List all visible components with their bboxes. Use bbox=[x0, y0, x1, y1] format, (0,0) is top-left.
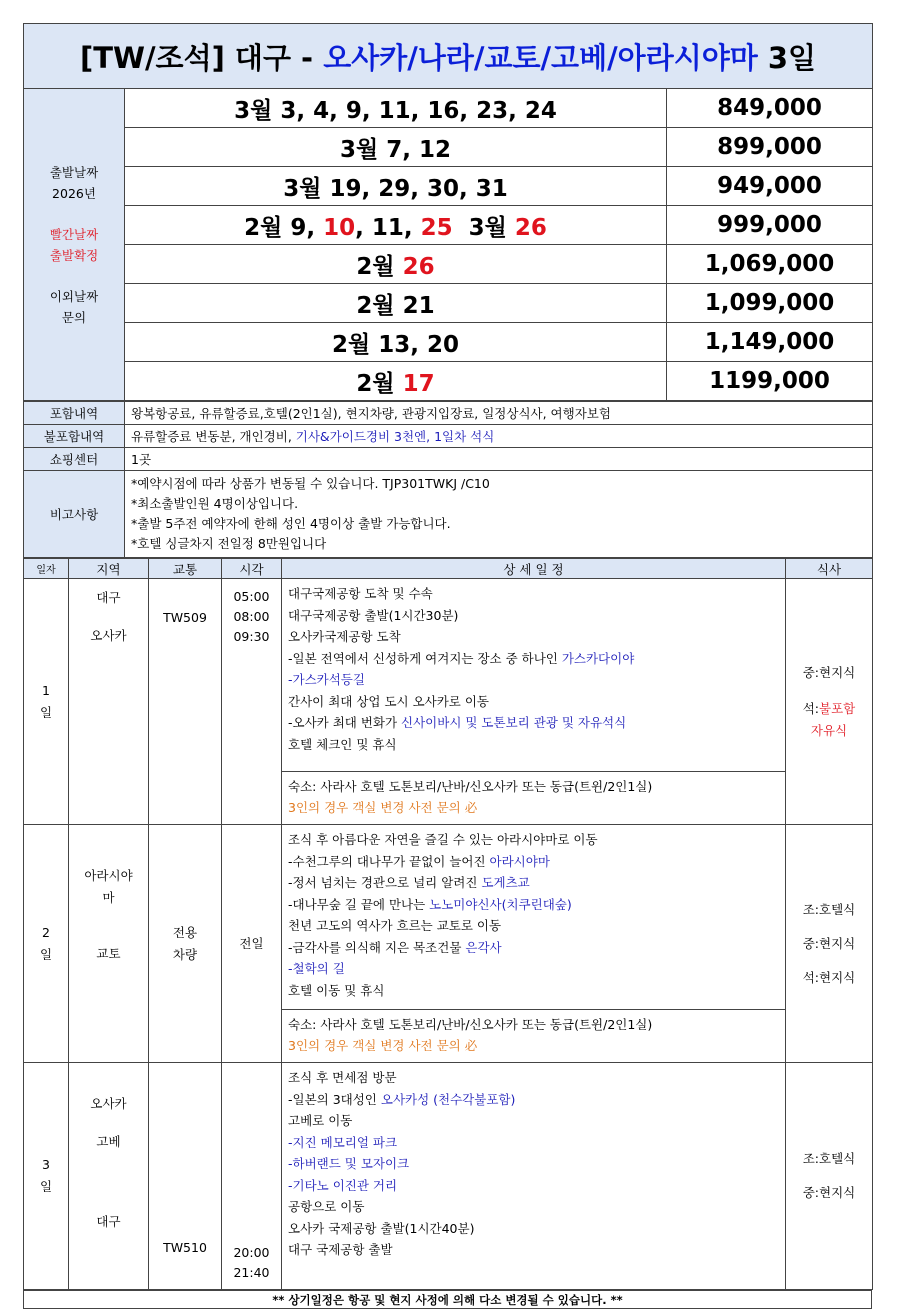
header-meals: 식사 bbox=[786, 559, 873, 579]
detail-line-text: 공항으로 이동 bbox=[288, 1199, 365, 1214]
departure-dates bbox=[125, 362, 667, 401]
excluded-value bbox=[125, 425, 873, 448]
detail-line-text: 대구 국제공항 출발 bbox=[288, 1242, 393, 1257]
date-text: 2월 bbox=[356, 370, 403, 397]
title-duration: 3일 bbox=[757, 40, 817, 75]
detail-line-text: 조식 후 면세점 방문 bbox=[288, 1070, 397, 1085]
day-row bbox=[24, 1063, 873, 1290]
excluded-highlight: 기사&가이드경비 3천엔, 1일차 석식 bbox=[295, 429, 495, 444]
detail-line-highlight: -지진 메모리얼 파크 bbox=[288, 1134, 398, 1150]
header-transport: 교통 bbox=[149, 559, 222, 579]
region: 대구 bbox=[96, 1214, 121, 1229]
itinerary-document bbox=[23, 23, 872, 1309]
detail-line-text: 조식 후 아름다운 자연을 즐길 수 있는 아라시야마로 이동 bbox=[288, 832, 598, 847]
footer-table bbox=[23, 1290, 872, 1309]
detail-line bbox=[288, 605, 779, 627]
date-text: , 11, bbox=[355, 214, 421, 241]
detail-line bbox=[288, 712, 779, 734]
detail-line bbox=[288, 583, 779, 605]
date-text: 2월 9, bbox=[244, 214, 324, 241]
hotel-name: 숙소: 사라사 호텔 도톤보리/난바/신오사카 또는 동급(트윈/2인1실) bbox=[288, 779, 653, 794]
time: 전일 bbox=[239, 935, 264, 951]
detail-line bbox=[288, 1067, 779, 1089]
meal-line-text: 중:현지식 bbox=[802, 664, 856, 680]
price: 1,069,000 bbox=[667, 245, 873, 284]
meal-line bbox=[786, 1148, 872, 1170]
header-details: 상 세 일 정 bbox=[282, 559, 786, 579]
detail-line bbox=[288, 829, 779, 851]
meals-cell bbox=[786, 579, 873, 825]
inquiry-label-line2: 문의 bbox=[61, 309, 87, 325]
meal-line bbox=[786, 662, 872, 684]
departure-dates bbox=[125, 206, 667, 245]
confirmed-date: 10 bbox=[323, 214, 356, 241]
departure-label-year: 2026년 bbox=[52, 185, 96, 201]
confirmed-date: 17 bbox=[402, 370, 435, 397]
departure-dates bbox=[125, 128, 667, 167]
inquiry-label-line1: 이외날짜 bbox=[49, 288, 99, 304]
region: 오사카 bbox=[90, 1096, 127, 1111]
header-region: 지역 bbox=[69, 559, 149, 579]
excluded-plain: 유류할증료 변동분, 개인경비, bbox=[131, 429, 296, 444]
meal-line-text: 조:호텔식 bbox=[802, 901, 856, 917]
detail-line-text: -금각사를 의식해 지은 목조건물 bbox=[288, 939, 466, 955]
date-text: 3월 7, 12 bbox=[340, 136, 451, 163]
meal-line-highlight: 자유식 bbox=[810, 722, 848, 738]
transport: 전용 차량 bbox=[149, 825, 222, 1063]
departure-dates bbox=[125, 167, 667, 206]
detail-line bbox=[288, 937, 779, 959]
day-row bbox=[24, 825, 873, 1010]
day-number: 1 일 bbox=[24, 579, 69, 825]
region: 오사카 bbox=[90, 628, 127, 643]
confirmed-date: 26 bbox=[402, 253, 435, 280]
time-cell bbox=[222, 1063, 282, 1290]
region: 고베 bbox=[96, 1134, 121, 1149]
date-text: 2월 bbox=[356, 253, 403, 280]
notes-list bbox=[125, 471, 873, 558]
price: 899,000 bbox=[667, 128, 873, 167]
region: 아라시야 마 bbox=[84, 868, 133, 905]
note-item: *출발 5주전 예약자에 한해 성인 4명이상 출발 가능합니다. bbox=[131, 516, 451, 531]
detail-line-text: -일본 전역에서 신성하게 여겨지는 장소 중 하나인 bbox=[288, 650, 562, 666]
price-table bbox=[23, 23, 873, 401]
price: 999,000 bbox=[667, 206, 873, 245]
title-prefix: [TW/조석] 대구 - bbox=[79, 40, 324, 75]
detail-line-text: 대구국제공항 출발(1시간30분) bbox=[288, 607, 459, 623]
time: 05:00 bbox=[233, 589, 270, 604]
meal-line-text: 석:현지식 bbox=[802, 969, 856, 985]
detail-line bbox=[288, 669, 779, 691]
region-cell bbox=[69, 579, 149, 825]
meal-line-text: 중:현지식 bbox=[802, 1185, 856, 1200]
price: 1199,000 bbox=[667, 362, 873, 401]
detail-line bbox=[288, 915, 779, 937]
meal-line bbox=[786, 720, 872, 742]
transport: TW510 bbox=[149, 1063, 222, 1290]
price: 849,000 bbox=[667, 89, 873, 128]
time-cell bbox=[222, 579, 282, 825]
detail-line-text: -오사카 최대 번화가 bbox=[288, 715, 402, 730]
meal-line-text: 조:호텔식 bbox=[802, 1151, 856, 1166]
meal-line bbox=[786, 698, 872, 720]
header-time: 시각 bbox=[222, 559, 282, 579]
detail-line bbox=[288, 872, 779, 894]
detail-line bbox=[288, 1218, 779, 1240]
note-item: *호텔 싱글차지 전일정 8만원입니다 bbox=[131, 536, 327, 551]
footer-note: ** 상기일정은 항공 및 현지 사정에 의해 다소 변경될 수 있습니다. ** bbox=[24, 1291, 872, 1309]
info-table bbox=[23, 401, 873, 558]
detail-line-highlight: 은각사 bbox=[465, 939, 502, 955]
excluded-label: 불포함내역 bbox=[24, 425, 125, 448]
detail-line-text: 간사이 최대 상업 도시 오사카로 이동 bbox=[288, 693, 489, 709]
time: 20:00 bbox=[233, 1245, 270, 1260]
included-value: 왕복항공료, 유류할증료,호텔(2인1실), 현지차량, 관광지입장료, 일정상식사, 여행자보험 bbox=[125, 402, 873, 425]
meal-line bbox=[786, 967, 872, 989]
region-cell bbox=[69, 1063, 149, 1290]
price: 1,149,000 bbox=[667, 323, 873, 362]
meal-line bbox=[786, 899, 872, 921]
day-row bbox=[24, 579, 873, 772]
detail-line-highlight: 도게츠교 bbox=[481, 875, 530, 890]
detail-line bbox=[288, 648, 779, 670]
departure-dates bbox=[125, 284, 667, 323]
schedule-details bbox=[282, 1063, 786, 1290]
hotel-cell bbox=[282, 1010, 786, 1063]
time: 08:00 bbox=[233, 609, 270, 624]
day-number: 3 일 bbox=[24, 1063, 69, 1290]
date-text: 3월 bbox=[452, 214, 515, 241]
detail-line bbox=[288, 851, 779, 873]
schedule-details bbox=[282, 579, 786, 772]
hotel-name: 숙소: 사라사 호텔 도톤보리/난바/신오사카 또는 동급(트윈/2인1실) bbox=[288, 1017, 653, 1032]
detail-line-text: 호텔 이동 및 휴식 bbox=[288, 982, 385, 998]
detail-line-highlight: -하버랜드 및 모자이크 bbox=[288, 1156, 410, 1171]
hotel-note: 3인의 경우 객실 변경 사전 문의 必 bbox=[288, 800, 478, 815]
detail-line bbox=[288, 734, 779, 756]
detail-line-text: -수천그루의 대나무가 끝없이 늘어진 bbox=[288, 853, 490, 869]
price: 1,099,000 bbox=[667, 284, 873, 323]
date-text: 2월 21 bbox=[356, 292, 435, 319]
day-number: 2 일 bbox=[24, 825, 69, 1063]
detail-line bbox=[288, 1110, 779, 1132]
detail-line-highlight: 가스카다이야 bbox=[561, 650, 635, 666]
detail-line-text: 대구국제공항 도착 및 수속 bbox=[288, 586, 433, 601]
departure-label bbox=[24, 89, 125, 401]
detail-line-highlight: -기타노 이진관 거리 bbox=[288, 1177, 398, 1193]
detail-line-text: 오사카 국제공항 출발(1시간40분) bbox=[288, 1220, 475, 1236]
date-text: 2월 13, 20 bbox=[332, 331, 459, 358]
departure-dates bbox=[125, 245, 667, 284]
detail-line bbox=[288, 626, 779, 648]
confirmed-date: 25 bbox=[420, 214, 453, 241]
meal-line bbox=[786, 933, 872, 955]
date-text: 3월 3, 4, 9, 11, 16, 23, 24 bbox=[234, 97, 557, 124]
detail-line-highlight: -가스카석등길 bbox=[288, 672, 365, 687]
departure-dates bbox=[125, 323, 667, 362]
detail-line-highlight: 아라시야마 bbox=[489, 853, 550, 869]
confirmed-label-line2: 출발확정 bbox=[49, 247, 99, 263]
departure-dates bbox=[125, 89, 667, 128]
detail-line bbox=[288, 1132, 779, 1154]
time-cell bbox=[222, 825, 282, 1063]
detail-line-highlight: 신사이바시 및 도톤보리 관광 및 자유석식 bbox=[401, 715, 627, 730]
included-label: 포함내역 bbox=[24, 402, 125, 425]
detail-line bbox=[288, 691, 779, 713]
note-item: *예약시점에 따라 상품가 변동될 수 있습니다. TJP301TWKJ /C10 bbox=[131, 476, 490, 491]
detail-line-text: -일본의 3대성인 bbox=[288, 1091, 381, 1107]
schedule-details bbox=[282, 825, 786, 1010]
detail-line-text: 호텔 체크인 및 휴식 bbox=[288, 736, 397, 752]
page-title bbox=[24, 24, 873, 89]
detail-line-text: 고베로 이동 bbox=[288, 1113, 353, 1128]
meals-cell bbox=[786, 1063, 873, 1290]
region-cell bbox=[69, 825, 149, 1063]
detail-line bbox=[288, 1239, 779, 1261]
meal-line bbox=[786, 1182, 872, 1204]
detail-line-text: 천년 고도의 역사가 흐르는 교토로 이동 bbox=[288, 918, 502, 933]
detail-line bbox=[288, 958, 779, 980]
meal-line-text: 중:현지식 bbox=[802, 935, 856, 951]
detail-line bbox=[288, 894, 779, 916]
region: 대구 bbox=[96, 590, 121, 605]
detail-line bbox=[288, 1153, 779, 1175]
meals-cell bbox=[786, 825, 873, 1063]
detail-line-highlight: 오사카성 (천수각불포함) bbox=[380, 1091, 516, 1107]
hotel-note: 3인의 경우 객실 변경 사전 문의 必 bbox=[288, 1038, 478, 1053]
header-day: 일자 bbox=[24, 559, 69, 579]
shopping-value: 1곳 bbox=[125, 448, 873, 471]
title-route: 오사카/나라/교토/고베/아라시야마 bbox=[323, 40, 758, 75]
confirmed-label-line1: 빨간날짜 bbox=[49, 226, 99, 242]
shopping-label: 쇼핑센터 bbox=[24, 448, 125, 471]
time: 09:30 bbox=[233, 629, 270, 644]
hotel-cell bbox=[282, 772, 786, 825]
detail-line-highlight: -철학의 길 bbox=[288, 961, 345, 976]
date-text: 3월 19, 29, 30, 31 bbox=[283, 175, 508, 202]
notes-label: 비고사항 bbox=[24, 471, 125, 558]
detail-line bbox=[288, 1089, 779, 1111]
transport: TW509 bbox=[149, 579, 222, 825]
note-item: *최소출발인원 4명이상입니다. bbox=[131, 496, 299, 511]
detail-line-text: -대나무숲 길 끝에 만나는 bbox=[288, 896, 430, 912]
schedule-table bbox=[23, 558, 873, 1290]
price: 949,000 bbox=[667, 167, 873, 206]
detail-line bbox=[288, 980, 779, 1002]
time: 21:40 bbox=[233, 1265, 270, 1280]
region: 교토 bbox=[96, 946, 121, 961]
detail-line-highlight: 노노미야신사(치쿠린대숲) bbox=[429, 896, 572, 912]
detail-line bbox=[288, 1196, 779, 1218]
meal-line-text: 석: bbox=[802, 700, 820, 716]
detail-line bbox=[288, 1175, 779, 1197]
confirmed-date: 26 bbox=[514, 214, 547, 241]
detail-line-text: 오사카국제공항 도착 bbox=[288, 629, 401, 644]
meal-line-highlight: 불포함 bbox=[819, 700, 856, 716]
departure-label-line1: 출발날짜 bbox=[49, 164, 99, 180]
detail-line-text: -정서 넘치는 경관으로 널리 알려진 bbox=[288, 875, 482, 890]
